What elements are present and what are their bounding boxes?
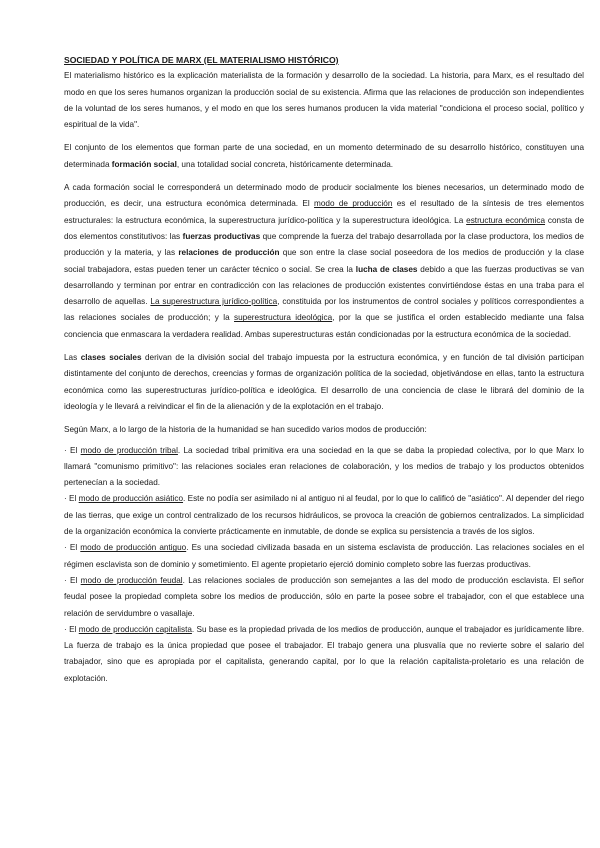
list-item [64,573,584,622]
text: debido a que las fuerzas productivas se van desarrollando y terminan por entrar en contradicción con las relaciones de producción existentes convirtiéndose éstas en una traba para el desarrollo de aquellas. [64,264,585,307]
list-item [64,622,584,687]
text: es el resultado de la síntesis de tres elementos estructurales: la estructura económica, la superestructura jurídico-política y la superestructura ideológica. La [64,199,584,225]
document-page [64,52,584,687]
text: El conjunto de los elementos que forman parte de una sociedad, en un momento determinado de su desarrollo histórico, constituyen una determinada [64,143,584,169]
text: consta de dos elementos constitutivos: las [64,215,585,241]
term-clases-sociales: clases sociales [80,353,142,363]
text: , por la que se justifica el orden establecido mediante una falsa conciencia que enmascara la verdadera realidad. Ambas superestructuras están condicionadas por la estructura económica de la sociedad. [64,313,584,339]
term-lucha-clases: lucha de clases [355,264,418,274]
text: . La sociedad tribal primitiva era una sociedad en la que se daba la propiedad colectiva, por lo que Marx lo llamará "comunismo primitivo": las relaciones sociales eran relaciones de colaboración, y los medios de trabajo y los productos obtenidos pertenecían a la sociedad. [64,445,584,488]
bullet: · El [64,624,79,634]
page-title: SOCIEDAD Y POLÍTICA DE MARX (EL MATERIALISMO HISTÓRICO) [64,55,339,65]
term-modo-feudal: modo de producción feudal [80,575,183,585]
bullet: · El [64,543,81,553]
term-superestructura-ideologica: superestructura ideológica [234,313,333,323]
list-item [64,443,584,492]
term-modo-capitalista: modo de producción capitalista [78,624,192,634]
paragraph-clases-sociales [64,350,584,415]
paragraph-modo-produccion [64,180,584,343]
text: . Es una sociedad civilizada basada en un sistema esclavista de producción. Las relaciones sociales en el régimen esclavista son de dominio y sometimiento. El agente propietario ejerció dominio completo sobre las fuerzas productivas. [64,543,585,569]
paragraph-formacion-social [64,140,584,173]
text: Las [64,353,81,363]
term-relaciones-produccion: relaciones de producción [178,248,280,258]
term-modo-antiguo: modo de producción antiguo [80,543,187,553]
text: . Este no podía ser asimilado ni al antiguo ni al feudal, por lo que lo calificó de "asiático". Al depender del riego de las tierras, que exige un control centralizado de los recursos hidráulicos, se provoca la creación de gobiernos centralizados. La simplicidad de la organización económica la convierte prácticamente en inmutable, de donde se explica su persistencia a través de los siglos. [64,494,584,537]
term-estructura-economica: estructura económica [466,215,546,225]
bullet: · El [64,494,79,504]
paragraph-materialismo: El materialismo histórico es la explicación materialista de la formación y desarrollo de la sociedad. La historia, para Marx, es el resultado del modo en que los seres humanos organizan la producción social de su existencia. Afirma que las relaciones de producción son independientes de la voluntad de los seres humanos, y el modo en que los seres humanos producen la vida material "condiciona el proceso social, político y espiritual de la vida". [64,71,584,130]
text: que son entre la clase social poseedora de los medios de producción y la clase social trabajadora, estas pueden tener un carácter técnico o social. Se crea la [64,248,585,274]
bullet: · El [64,575,81,585]
paragraph-modos-intro: Según Marx, a lo largo de la historia de la humanidad se han sucedido varios modos de producción: [64,425,427,435]
text: . Las relaciones sociales de producción son semejantes a las del modo de producción esclavista. El señor feudal posee la propiedad completa sobre los medios de producción, sólo en parte la posee sobre el trabajador, con el que establece una relación de servidumbre o vasallaje. [64,575,585,618]
term-modo-produccion: modo de producción [314,199,393,209]
text: . Su base es la propiedad privada de los medios de producción, aunque el trabajador es jurídicamente libre. La fuerza de trabajo es la única propiedad que posee el trabajador. El trabajo genera una plusvalía que no revierte sobre el salario del trabajador, sino que es apropiada por el capitalista, generando capital, por lo que la relación capitalista-proletario es una relación de explotación. [64,624,585,683]
term-superestructura-juridico-politica: La superestructura jurídico-política [150,297,278,307]
term-modo-asiatico: modo de producción asiático [78,494,184,504]
text: que comprende la fuerza del trabajo desarrollada por la clase productora, los medios de producción y la materia, y las [64,231,584,258]
list-item [64,540,584,573]
bullet: · El [64,445,81,455]
term-formacion-social: formación social [111,159,177,169]
term-modo-tribal: modo de producción tribal [80,445,178,455]
text: , constituida por los instrumentos de control sociales y políticos correspondientes a las relaciones sociales de producción; y la [64,297,584,323]
text: A cada formación social le corresponderá un determinado modo de producir socialmente los bienes necesarios, un determinado modo de producción, es decir, una estructura económica determinada. El [64,183,584,209]
text: , una totalidad social concreta, históricamente determinada. [176,159,394,169]
term-fuerzas-productivas: fuerzas productivas [182,231,261,241]
text: derivan de la división social del trabajo impuesta por la estructura económica, y en función de tal división participan distintamente del conjunto de derechos, creencias y formas de organización política de la sociedad, objetivándose en ellas, tanto la estructura económica como las superestructuras jurídico-política e ideológica. El desarrollo de una conciencia de clase le librará del dominio de la ideología y le llevará a reivindicar el fin de la alienación y de la explotación en el trabajo. [64,353,584,411]
list-item [64,491,584,540]
